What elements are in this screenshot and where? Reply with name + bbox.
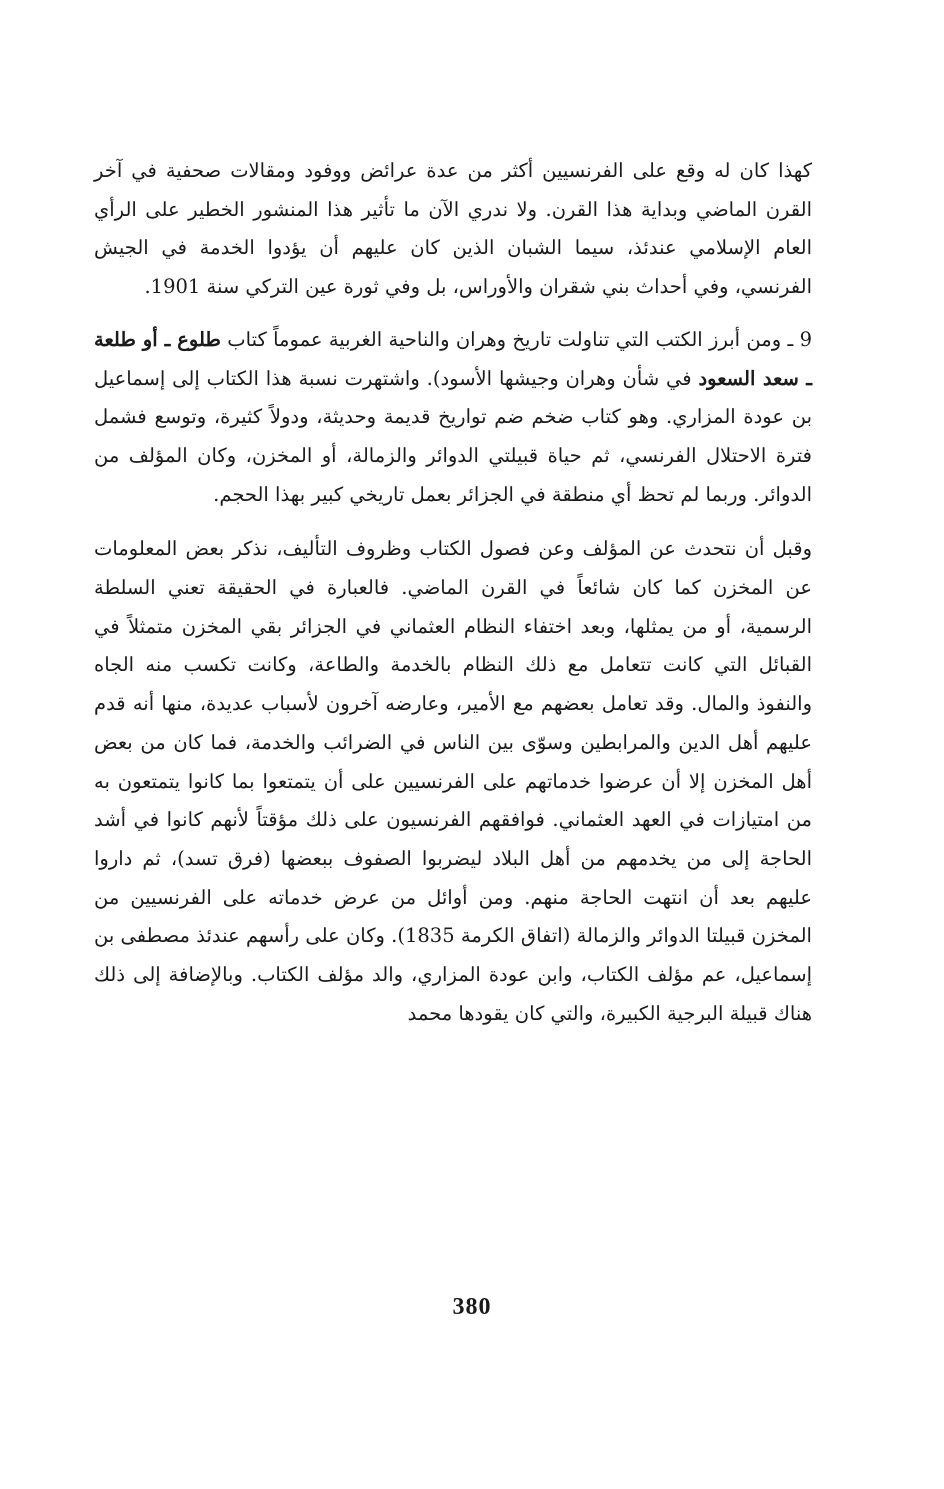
page-number: 380 xyxy=(452,1294,492,1320)
paragraph-2-text-after-title: في شأن وهران وجيشها الأسود). واشتهرت نسبة هذا الكتاب إلى إسماعيل بن عودة المزاري. وهو كتاب ضخم ضم تواريخ قديمة وحديثة، ودولاً كثيرة، وتوسع فشمل فترة الاحتلال الفرنسي، ثم حياة قبيلتي الدوائر والزمالة، أو المخزن، وكان المؤلف من الدوائر. وربما لم تحظ أي منطقة في الجزائر بعمل تاريخي كبير بهذا الحجم. xyxy=(94,366,812,506)
paragraph-2 xyxy=(94,321,812,515)
paragraph-3: وقبل أن نتحدث عن المؤلف وعن فصول الكتاب وظروف التأليف، نذكر بعض المعلومات عن المخزن كما كان شائعاً في القرن الماضي. فالعبارة في الحقيقة تعني السلطة الرسمية، أو من يمثلها، وبعد اختفاء النظام العثماني في الجزائر بقي المخزن متمثلاً في القبائل التي كانت تتعامل مع ذلك النظام بالخدمة والطاعة، وكانت تكسب منه الجاه والنفوذ والمال. وقد تعامل بعضهم مع الأمير، وعارضه آخرون لأسباب عديدة، منها أنه قدم عليهم أهل الدين والمرابطين وسوّى بين الناس في الضرائب والخدمة، فما كان من بعض أهل المخزن إلا أن عرضوا خدماتهم على الفرنسيين على أن يتمتعوا بما كانوا يتمتعون به من امتيازات في العهد العثماني. فوافقهم الفرنسيون على ذلك مؤقتاً لأنهم كانوا في أشد الحاجة إلى من يخدمهم من أهل البلاد ليضربوا الصفوف ببعضها (فرق تسد)، ثم داروا عليهم بعد أن انتهت الحاجة منهم. ومن أوائل من عرض خدماته على الفرنسيين من المخزن قبيلتا الدوائر والزمالة (اتفاق الكرمة 1835). وكان على رأسهم عندئذ مصطفى بن إسماعيل، عم مؤلف الكتاب، وابن عودة المزاري، والد مؤلف الكتاب. وبالإضافة إلى ذلك هناك قبيلة البرجية الكبيرة، والتي كان يقودها محمد xyxy=(94,537,813,1025)
book-title-bold: طلوع ـ أو طلعة ـ سعد السعود xyxy=(94,327,812,390)
paragraph-1: كهذا كان له وقع على الفرنسيين أكثر من عدة عرائض ووفود ومقالات صحفية في آخر القرن الماضي وبداية هذا القرن. ولا ندري الآن ما تأثير هذا المنشور الخطير على الرأي العام الإسلامي عندئذ، سيما الشبان الذين كان عليهم أن يؤدوا الخدمة في الجيش الفرنسي، وفي أحداث بني شقران والأوراس، بل وفي ثورة عين التركي سنة 1901. xyxy=(94,159,812,299)
paragraph-2-text-before-title: 9 ـ ومن أبرز الكتب التي تناولت تاريخ وهران والناحية الغربية عموماً كتاب xyxy=(220,327,812,351)
page-body xyxy=(94,152,812,1033)
